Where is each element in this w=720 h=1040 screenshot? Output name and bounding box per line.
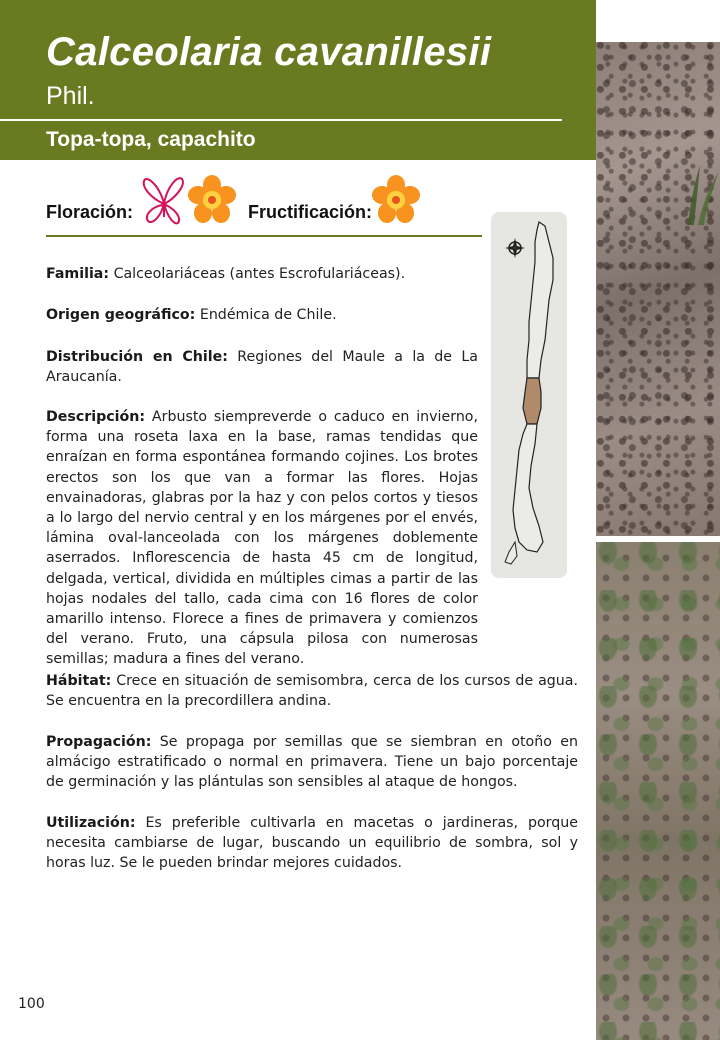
highlighted-region [523,378,541,424]
header-divider [0,119,562,121]
origen-paragraph: Origen geográfico: Endémica de Chile. [46,307,337,323]
author-abbreviation: Phil. [46,82,95,110]
butterfly-icon [140,173,188,227]
plant-photo-bottom [596,542,720,1040]
distribution-map [491,212,567,578]
propagacion-paragraph: Propagación: Se propaga por semillas que se siembran en otoño en almácigo estratificado o normal en primavera. Tiene un bajo porcentaje de germinación y las plántulas son sensibles al ataque de hongos. [46,734,578,791]
familia-paragraph: Familia: Calceolariáceas (antes Escrofulariáceas). [46,266,406,282]
flower-icon [186,174,238,226]
utilizacion-paragraph: Utilización: Es preferible cultivarla en macetas o jardineras, porque necesita cambiarse de lugar, buscando un equilibrio de sombra, sol y horas luz. Se le pueden brindar mejores cuidados. [46,815,578,872]
plant-photo-top [596,42,720,536]
title-banner [0,0,596,160]
page-number: 100 [18,996,45,1012]
flowering-label: Floración: [46,202,134,222]
habitat-paragraph: Hábitat: Crece en situación de semisombra, cerca de los cursos de agua. Se encuentra en la precordillera andina. [46,673,578,710]
fruiting-label: Fructificación: [248,202,373,222]
scientific-name: Calceolaria cavanillesii [46,30,492,74]
descripcion-paragraph: Descripción: Arbusto siempreverde o caduco en invierno, forma una roseta laxa en la base, ramas tendidas que enraízan en forma espontánea formando cojines. Los brotes erectos son los que van a formar las flores. Hojas envainadoras, glabras por la haz y con pelos cortos y tiesos a lo largo del nervio central y en los márgenes por el envés, lámina oval-lanceolada con los márgenes doblemente aserrados. Inflorescencia de hasta 45 cm de longitud, delgada, vertical, dividida en múltiples cimas a partir de las hojas nodales del tallo, cada cima con 16 flores de color amarillo intenso. Florece a fines de primavera y comienzos del verano. Fruto, una cápsula pilosa con numerosas semillas; madura a fines del verano. [46,409,478,668]
compass-rose-icon [505,238,525,258]
distribucion-paragraph: Distribución en Chile: Regiones del Maule a la de La Araucanía. [46,349,478,386]
section-divider [46,235,482,237]
common-name: Topa-topa, capachito [46,128,256,151]
plant-leaf-detail [680,165,720,225]
flower-icon [370,174,422,226]
